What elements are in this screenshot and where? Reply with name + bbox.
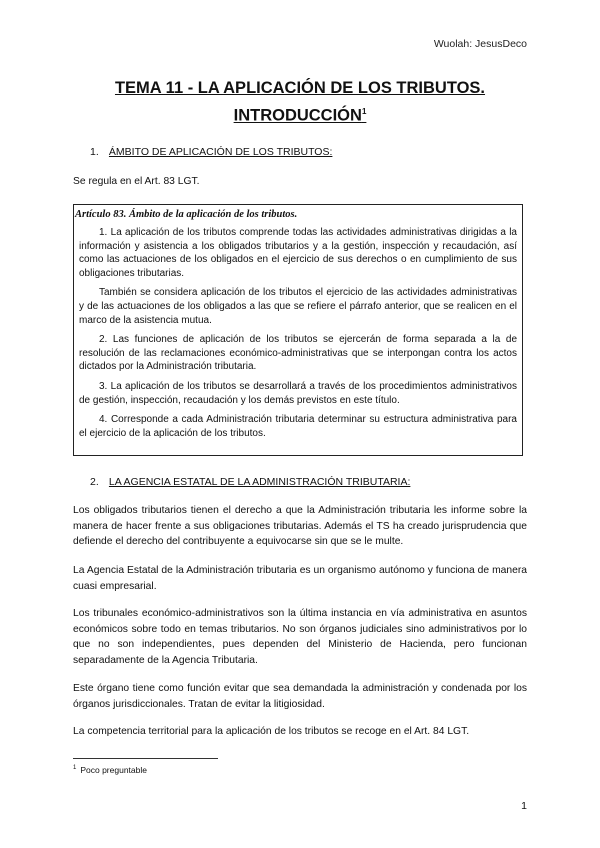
article-paragraph: 3. La aplicación de los tributos se desarrollará a través de los procedimientos administrativos de gestión, inspección, recaudación y los demás previstos en este título. (79, 380, 517, 406)
section-1-intro: Se regula en el Art. 83 LGT. (73, 176, 200, 187)
footnote-number: 1 (73, 765, 77, 772)
section-2-number: 2. (90, 476, 99, 488)
page-title (73, 77, 527, 128)
article-title: Artículo 83. Ámbito de la aplicación de los tributos. (75, 209, 298, 220)
section-2-paragraph: Este órgano tiene como función evitar que sea demandada la administración y condenada por los órganos jurisdiccionales. Tratan de evitar la litigiosidad. (73, 683, 527, 710)
header-watermark: Wuolah: JesusDeco (433, 38, 527, 50)
article-paragraph: 1. La aplicación de los tributos comprende todas las actividades administrativas dirigidas a la información y asistencia a los obligados tributarios y a la gestión, inspección y recaudación, así como las actuaciones de los obligados en el ejercicio de sus derechos o en cumplimiento de sus obligaciones tributarias. (79, 227, 517, 279)
section-2-paragraph: Los obligados tributarios tienen el derecho a que la Administración tributaria les informe sobre la manera de hacer frente a sus obligaciones tributarias. Además el TS ha creado jurisprudencia que defiende el derecho del contribuyente a equivocarse sin que se le multe. (73, 505, 527, 547)
title-line-1: TEMA 11 - LA APLICACIÓN DE LOS TRIBUTOS. (114, 79, 486, 97)
section-1-heading (90, 146, 332, 158)
section-1-title: ÁMBITO DE APLICACIÓN DE LOS TRIBUTOS: (108, 146, 333, 158)
article-paragraph: También se considera aplicación de los tributos el ejercicio de las actividades administrativas y de las actuaciones de los obligados a las que se refiere el párrafo anterior, que se realicen en el marco de la asistencia mutua. (79, 287, 517, 326)
footnote-divider (73, 758, 218, 759)
footnote-ref[interactable]: 1 (361, 107, 367, 116)
section-2-paragraph: Los tribunales económico-administrativos son la última instancia en vía administrativa en asuntos económicos sobre todo en temas tributarios. No son órganos judiciales sino administrativos por lo que no son independientes, pues dependen del Ministerio de Hacienda, pero funcionan separadamente de la Agencia Tributaria. (73, 608, 527, 666)
section-1-number: 1. (90, 146, 99, 158)
title-line-2 (73, 100, 527, 128)
article-paragraph: 4. Corresponde a cada Administración tributaria determinar su estructura administrativa para el ejercicio de la aplicación de los tributos. (79, 414, 517, 439)
article-paragraph: 2. Las funciones de aplicación de los tributos se ejercerán de forma separada a la de resolución de las reclamaciones económico-administrativas que se interpongan contra los actos dictados por la Administración tributaria. (79, 334, 517, 373)
section-2-paragraph: La Agencia Estatal de la Administración tributaria es un organismo autónomo y funciona de manera cuasi empresarial. (73, 565, 527, 592)
section-2-title: LA AGENCIA ESTATAL DE LA ADMINISTRACIÓN TRIBUTARIA: (108, 476, 411, 488)
title-line-2-text: INTRODUCCIÓN (233, 106, 362, 125)
section-2-heading (90, 476, 410, 488)
footnote-text: Poco preguntable (80, 765, 147, 775)
article-83-box (73, 204, 523, 456)
section-2-paragraph: La competencia territorial para la aplicación de los tributos se recoge en el Art. 84 LGT. (73, 726, 470, 737)
page-number: 1 (521, 800, 527, 812)
footnote (73, 765, 147, 775)
